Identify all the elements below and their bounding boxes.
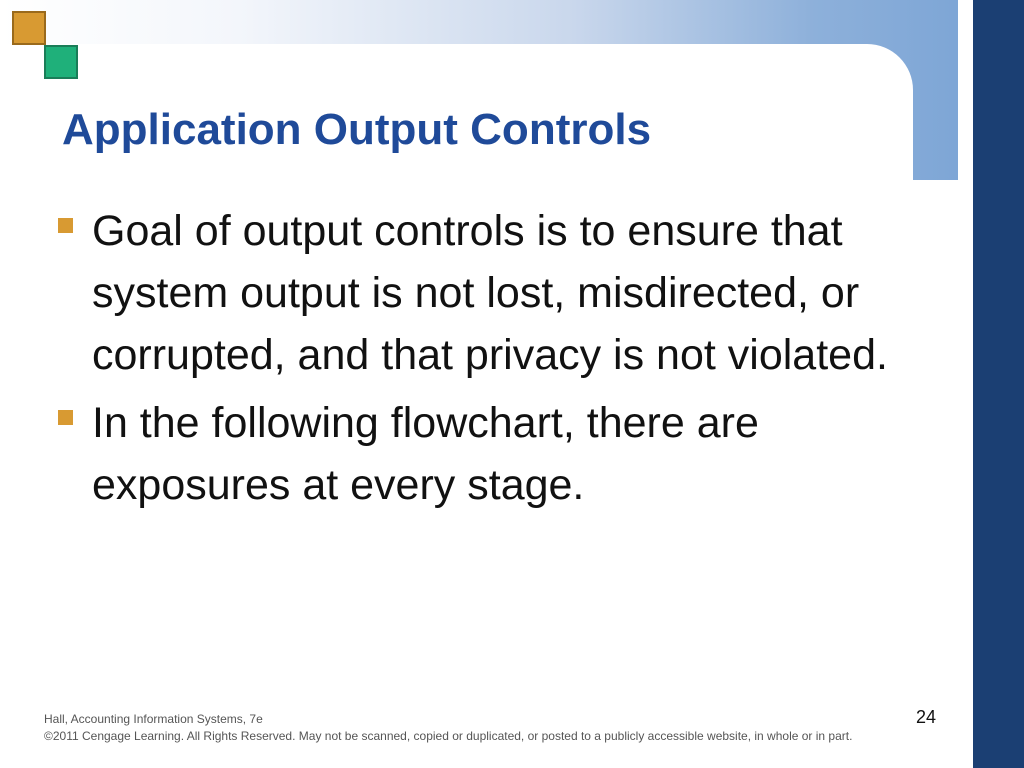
right-accent-bar	[973, 0, 1024, 768]
bullet-item	[56, 392, 896, 516]
bullet-text: In the following flowchart, there are exposures at every stage.	[92, 399, 759, 509]
orange-square-decoration	[12, 11, 46, 45]
slide-title: Application Output Controls	[62, 105, 652, 154]
bullet-text: Goal of output controls is to ensure that system output is not lost, misdirected, or corrupted, and that privacy is not violated.	[92, 207, 888, 379]
square-bullet-icon	[58, 218, 73, 233]
bullet-list	[56, 200, 896, 522]
green-square-decoration	[44, 45, 78, 79]
page-number: 24	[916, 707, 937, 727]
footer-copyright: ©2011 Cengage Learning. All Rights Reserved. May not be scanned, copied or duplicated, or posted to a publicly accessible website, in whole or in part.	[44, 729, 853, 743]
bullet-item	[56, 200, 896, 386]
square-bullet-icon	[58, 410, 73, 425]
footer-source: Hall, Accounting Information Systems, 7e	[44, 712, 263, 726]
